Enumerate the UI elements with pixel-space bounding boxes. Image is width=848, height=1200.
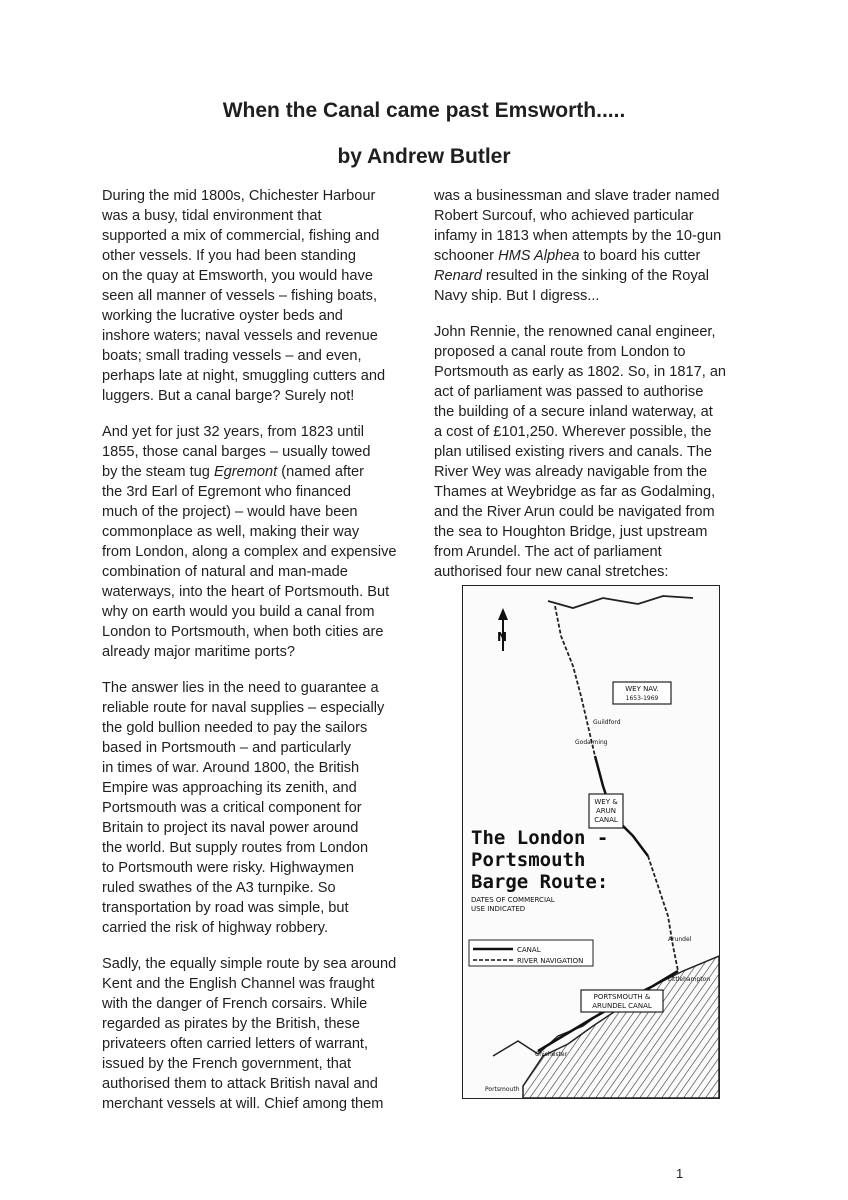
text-line: authorised four new canal stretches: — [434, 564, 669, 580]
text-line: issued by the French government, that — [102, 1056, 352, 1072]
map-legend — [469, 940, 593, 966]
map-title-line-3: Barge Route: — [471, 871, 609, 893]
wey-nav-dates: 1653-1969 — [625, 695, 659, 702]
map-title — [471, 827, 608, 913]
italic-name: HMS Alphea — [498, 248, 580, 264]
place-littlehampton: Littlehampton — [668, 976, 711, 983]
place-guildford: Guildford — [593, 719, 621, 726]
wey-nav-box — [613, 682, 671, 704]
text-line: was a busy, tidal environment that — [102, 208, 322, 224]
text-line: act of parliament was passed to authorise — [434, 384, 704, 400]
text-line: River Wey was already navigable from the — [434, 464, 708, 480]
text-line: based in Portsmouth – and particularly — [102, 740, 352, 756]
pa-label-2: ARUNDEL CANAL — [592, 1002, 652, 1010]
wey-arun-label-2: ARUN — [595, 807, 617, 815]
text-line: privateers often carried letters of warrant, — [102, 1036, 369, 1052]
text-line: Kent and the English Channel was fraught — [102, 976, 375, 992]
north-label: N — [497, 630, 508, 644]
text-line: carried the risk of highway robbery. — [102, 920, 329, 936]
wey-arun-label-3: CANAL — [594, 816, 618, 824]
portsmouth-arundel-box — [581, 990, 663, 1012]
text-line: in times of war. Around 1800, the British — [102, 760, 360, 776]
place-godalming: Godalming — [575, 739, 608, 746]
paragraph — [434, 322, 754, 582]
place-portsmouth: Portsmouth — [485, 1086, 520, 1093]
text-line: waterways, into the heart of Portsmouth. But — [102, 584, 390, 600]
river-arun — [648, 856, 678, 971]
legend-river: RIVER NAVIGATION — [517, 957, 584, 965]
legend-canal: CANAL — [517, 946, 541, 954]
text-line: infamy in 1813 when attempts by the 10-gun — [434, 228, 722, 244]
text-line: from Arundel. The act of parliament — [434, 544, 662, 560]
text-line: luggers. But a canal barge? Surely not! — [102, 388, 355, 404]
text-line: Sadly, the equally simple route by sea around — [102, 956, 397, 972]
text-line: other vessels. If you had been standing — [102, 248, 356, 264]
text-line: seen all manner of vessels – fishing boats, — [102, 288, 378, 304]
page-number: 1 — [676, 1166, 684, 1181]
map-title-line-2: Portsmouth — [471, 849, 586, 871]
italic-name: Egremont — [213, 464, 278, 480]
text-line: Thames at Weybridge as far as Godalming, — [434, 484, 716, 500]
text-line: combination of natural and man-made — [102, 564, 348, 580]
text-line: why on earth would you build a canal from — [102, 604, 375, 620]
wey-arun-box — [589, 794, 623, 828]
text-line: a cost of £101,250. Wherever possible, the — [434, 424, 712, 440]
text-line: inshore waters; naval vessels and revenue — [102, 328, 378, 344]
text-line: Portsmouth as early as 1802. So, in 1817, an — [434, 364, 727, 380]
barge-route-map — [462, 585, 720, 1099]
text-line: London to Portsmouth, when both cities are — [102, 624, 384, 640]
text-line: Portsmouth was a critical component for — [102, 800, 362, 816]
article-title: When the Canal came past Emsworth..... — [222, 99, 626, 122]
text-line: John Rennie, the renowned canal engineer, — [434, 324, 716, 340]
text-line: plan utilised existing rivers and canals. The — [434, 444, 712, 460]
text-line: boats; small trading vessels – and even, — [102, 348, 362, 364]
text-line: The answer lies in the need to guarantee a — [102, 680, 379, 696]
text-line: on the quay at Emsworth, you would have — [102, 268, 373, 284]
text-line: And yet for just 32 years, from 1823 until — [102, 424, 365, 440]
text-line: proposed a canal route from London to — [434, 344, 686, 360]
text-line: Renard resulted in the sinking of the Royal — [434, 268, 710, 284]
text-line: working the lucrative oyster beds and — [102, 308, 343, 324]
text-line: perhaps late at night, smuggling cutters and — [102, 368, 386, 384]
text-line: the sea to Houghton Bridge, just upstream — [434, 524, 708, 540]
left-column — [102, 186, 420, 1130]
article-author: by Andrew Butler — [337, 145, 511, 168]
river-thames — [548, 596, 693, 608]
text-line: the world. But supply routes from London — [102, 840, 369, 856]
text-line: was a businessman and slave trader named — [434, 188, 720, 204]
text-line: Navy ship. But I digress... — [434, 288, 600, 304]
map-subtitle-line-1: DATES OF COMMERCIAL — [471, 896, 555, 904]
map-title-line-1: The London - — [471, 827, 609, 849]
text-line: much of the project) – would have been — [102, 504, 358, 520]
text-line: and the River Arun could be navigated from — [434, 504, 715, 520]
text-line: merchant vessels at will. Chief among them — [102, 1096, 384, 1112]
text-line: transportation by road was simple, but — [102, 900, 349, 916]
river-wey — [555, 606, 595, 756]
wey-nav-label: WEY NAV. — [625, 685, 659, 693]
text-line: from London, along a complex and expensive — [102, 544, 397, 560]
paragraph — [102, 422, 420, 662]
text-line: 1855, those canal barges – usually towed — [102, 444, 371, 460]
text-line: reliable route for naval supplies – especially — [102, 700, 385, 716]
wey-arun-label-1: WEY & — [594, 798, 618, 806]
paragraph — [434, 186, 754, 306]
text-line: the 3rd Earl of Egremont who financed — [102, 484, 352, 500]
text-line: During the mid 1800s, Chichester Harbour — [102, 188, 376, 204]
place-chichester: Chichester — [535, 1051, 568, 1058]
text-line: Britain to project its naval power around — [102, 820, 359, 836]
text-line: ruled swathes of the A3 turnpike. So — [102, 880, 336, 896]
text-line: already major maritime ports? — [102, 644, 296, 660]
italic-name: Renard — [434, 268, 482, 284]
map-subtitle-line-2: USE INDICATED — [471, 905, 526, 913]
text-line: Robert Surcouf, who achieved particular — [434, 208, 694, 224]
pa-label-1: PORTSMOUTH & — [593, 993, 651, 1001]
text-line: by the steam tug Egremont (named after — [102, 464, 365, 480]
paragraph — [102, 678, 420, 938]
north-arrow-icon — [497, 608, 508, 651]
place-arundel: Arundel — [668, 936, 692, 943]
paragraph — [102, 954, 420, 1114]
text-line: the building of a secure inland waterway, at — [434, 404, 713, 420]
text-line: with the danger of French corsairs. While — [102, 996, 368, 1012]
text-line: commonplace as well, making their way — [102, 524, 360, 540]
text-line: Empire was approaching its zenith, and — [102, 780, 357, 796]
text-line: schooner HMS Alphea to board his cutter — [434, 248, 701, 264]
text-line: the gold bullion needed to pay the sailors — [102, 720, 368, 736]
text-line: to Portsmouth were risky. Highwaymen — [102, 860, 354, 876]
text-line: authorised them to attack British naval and — [102, 1076, 378, 1092]
text-line: supported a mix of commercial, fishing and — [102, 228, 380, 244]
text-line: regarded as pirates by the British, these — [102, 1016, 360, 1032]
paragraph — [102, 186, 420, 406]
right-column — [434, 186, 754, 598]
